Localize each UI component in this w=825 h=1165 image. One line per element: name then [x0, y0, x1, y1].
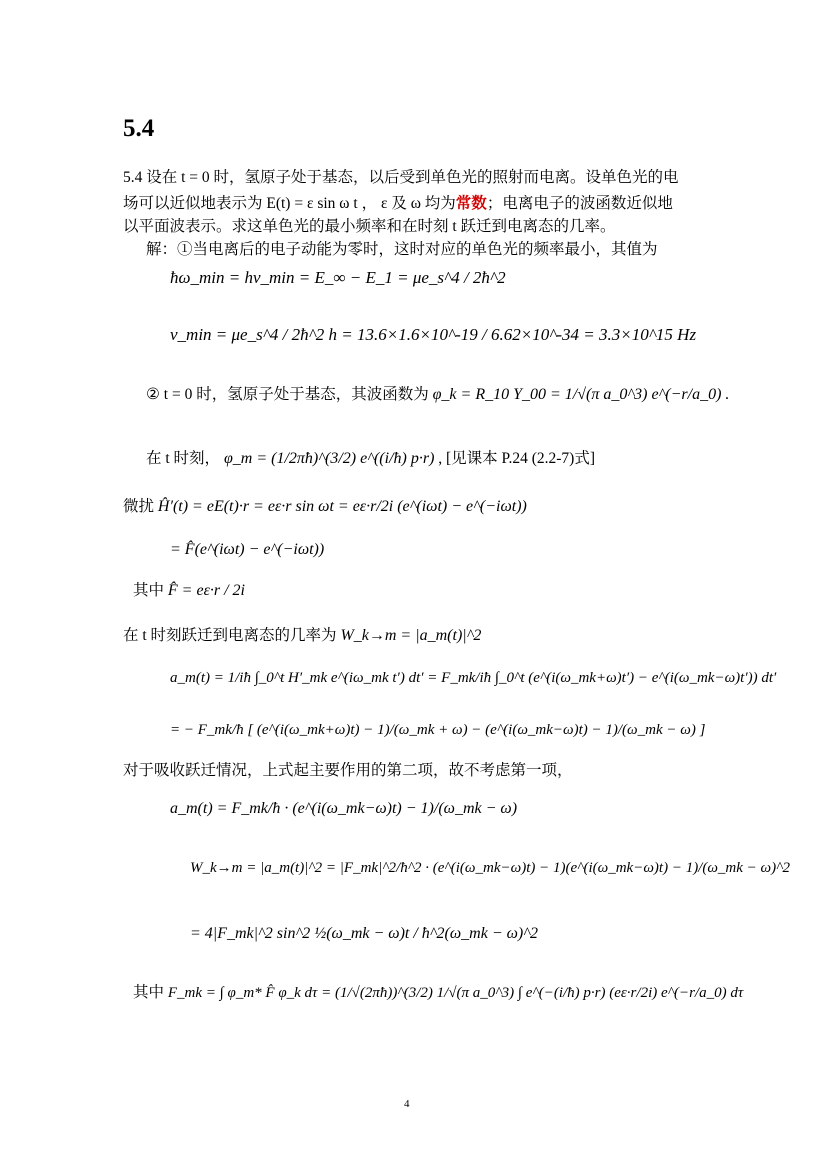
step2-line — [146, 384, 729, 406]
equation-ground-state: φ_k = R_10 Y_00 = 1/√(π a_0^3) e^(−r/a_0) . — [432, 386, 730, 403]
equation-amplitude-result: = − F_mk/ħ [ (e^(i(ω_mk+ω)t) − 1)/(ω_mk + ω) − (e^(i(ω_mk−ω)t) − 1)/(ω_mk − ω) ] — [170, 722, 706, 738]
where-F-label: 其中 — [133, 582, 165, 599]
problem-line-2-tail: ；电离电子的波函数近似地 — [486, 195, 673, 212]
probability-line — [123, 625, 481, 647]
keyword-constant: 常数 — [455, 195, 487, 212]
equation-omega-min: ħω_min = hν_min = E_∞ − E_1 = μe_s^4 / 2ħ^2 — [170, 268, 506, 287]
equation-nu-min: ν_min = μe_s^4 / 2ħ^2 h = 13.6×1.6×10^-19 / 6.62×10^-34 = 3.3×10^15 Hz — [170, 325, 697, 344]
equation-perturbation: Ĥ′(t) = eE(t)·r = eε·r sin ωt = eε·r/2i (e^(iωt) − e^(−iωt)) — [157, 498, 527, 515]
solution-intro: 解：①当电离后的电子动能为零时，这时对应的单色光的频率最小，其值为 — [146, 241, 658, 258]
equation-Fmk-matrix-element: F_mk = ∫ φ_m* F̂ φ_k dτ = (1/√(2πħ))^(3/2) 1/√(π a_0^3) ∫ e^(−(i/ħ) p·r) (eε·r/2i) e^(−r/a_0) dτ — [167, 985, 744, 1001]
time-t-text: 在 t 时刻， — [146, 450, 221, 467]
equation-amplitude-integral: a_m(t) = 1/iħ ∫_0^t H′_mk e^(iω_mk t′) dt′ = F_mk/iħ ∫_0^t (e^(i(ω_mk+ω)t′) − e^(i(ω_mk−ω)t′)) dt′ — [170, 670, 777, 686]
equation-transition-probability: W_k→m = |a_m(t)|^2 — [340, 627, 482, 644]
problem-line-1: 5.4 设在 t = 0 时，氢原子处于基态，以后受到单色光的照射而电离。设单色光的电 — [123, 169, 679, 186]
probability-text: 在 t 时刻跃迁到电离态的几率为 — [123, 627, 337, 644]
absorption-text: 对于吸收跃迁情况，上式起主要作用的第二项，故不考虑第一项， — [123, 762, 573, 779]
perturb-line — [123, 496, 527, 518]
equation-F-operator: F̂ = eε·r / 2i — [167, 582, 245, 599]
textbook-reference: , [见课本 P.24 (2.2-7)式] — [438, 450, 595, 467]
Fmk-label: 其中 — [133, 984, 165, 1001]
problem-line-3: 以平面波表示。求这单色光的最小频率和在时刻 t 跃迁到电离态的几率。 — [123, 218, 616, 235]
page-number: 4 — [404, 1098, 410, 1110]
where-F-line — [133, 580, 245, 602]
equation-probability-2: = 4|F_mk|^2 sin^2 ½(ω_mk − ω)t / ħ^2(ω_mk − ω)^2 — [190, 925, 538, 942]
equation-probability-1: W_k→m = |a_m(t)|^2 = |F_mk|^2/ħ^2 · (e^(i(ω_mk−ω)t) − 1)(e^(i(ω_mk−ω)t) − 1)/(ω_mk − ω)^2 — [190, 860, 790, 876]
time-t-line — [146, 448, 595, 470]
equation-plane-wave: φ_m = (1/2πħ)^(3/2) e^((i/ħ) p·r) — [223, 450, 435, 467]
perturb-label: 微扰 — [123, 498, 155, 515]
equation-perturbation-2: = F̂(e^(iωt) − e^(−iωt)) — [170, 541, 325, 558]
page-title: 5.4 — [123, 115, 155, 142]
problem-line-2-text: 场可以近似地表示为 E(t) = ε sin ω t ， ε 及 ω 均为 — [123, 195, 456, 212]
step2-text: ② t = 0 时，氢原子处于基态，其波函数为 — [146, 386, 429, 403]
Fmk-line — [133, 982, 743, 1004]
problem-line-2 — [123, 193, 673, 215]
equation-amplitude-absorption: a_m(t) = F_mk/ħ · (e^(i(ω_mk−ω)t) − 1)/(ω_mk − ω) — [170, 800, 518, 817]
